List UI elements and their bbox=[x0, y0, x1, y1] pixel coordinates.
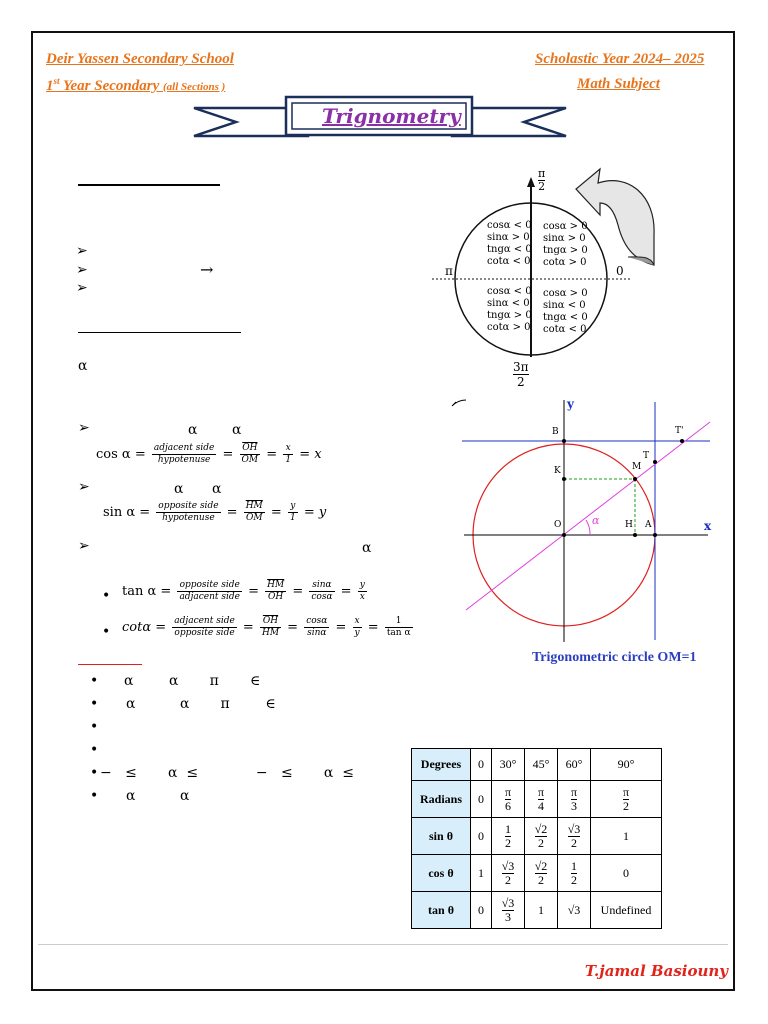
alpha-symbol: α bbox=[78, 358, 88, 374]
school-name: Deir Yassen Secondary School bbox=[46, 51, 234, 67]
point-t: T bbox=[643, 451, 650, 461]
arrow-bullet-icon: ➢ bbox=[78, 420, 90, 436]
dot-bullet-icon: • bbox=[90, 696, 99, 712]
trig-circle-caption: Trigonometric circle OM=1 bbox=[532, 650, 697, 665]
table-row-label: tan θ bbox=[412, 892, 471, 929]
dot-bullet-icon: • bbox=[90, 788, 99, 804]
table-row-label: cos θ bbox=[412, 855, 471, 892]
table-cell: √3 bbox=[558, 892, 591, 929]
label-pi: π bbox=[445, 264, 453, 278]
quadrant-4-signs: cosα > 0 sinα < 0 tngα < 0 cotα < 0 bbox=[543, 288, 588, 335]
arrow-bullet-icon: ➢ bbox=[78, 479, 90, 495]
dot-bullet-icon: • bbox=[102, 588, 111, 604]
table-cell: 1 bbox=[591, 818, 662, 855]
table-cell: $\frac{√2}{2}$ bbox=[525, 855, 558, 892]
footer-rule bbox=[38, 944, 728, 945]
unit-circle-diagram bbox=[440, 392, 730, 648]
table-cell: $\frac{\pi}{2}$ bbox=[591, 781, 662, 818]
label-zero: 0 bbox=[616, 264, 624, 278]
axis-x-label: x bbox=[704, 519, 712, 533]
dot-bullet-icon: • bbox=[90, 742, 99, 758]
table-cell: $\frac{\pi}{4}$ bbox=[525, 781, 558, 818]
axis-y-label: y bbox=[567, 397, 574, 411]
dot-bullet-icon: • bbox=[90, 673, 99, 689]
quadrant-2-signs: cosα < 0 sinα > 0 tngα < 0 cotα < 0 bbox=[487, 220, 532, 267]
label-pi-over-2: π 2 bbox=[538, 167, 546, 193]
point-m: M bbox=[632, 462, 642, 472]
table-header-cell: 45° bbox=[525, 749, 558, 781]
alpha-symbol: α bbox=[232, 422, 242, 438]
quadrant-sign-circle bbox=[428, 165, 668, 395]
table-cell: Undefined bbox=[591, 892, 662, 929]
table-row bbox=[412, 892, 662, 929]
table-row-label: Radians bbox=[412, 781, 471, 818]
table-cell: 0 bbox=[471, 892, 492, 929]
alpha-symbol: α bbox=[174, 481, 184, 497]
alpha-symbol: α bbox=[212, 481, 222, 497]
alpha-symbol: α bbox=[362, 540, 372, 556]
scholastic-year: Scholastic Year 2024– 2025 bbox=[535, 51, 705, 67]
cos-formula: cos α = $\frac{\text{adjacent side}}{\text{hypotenuse}}$ = $\frac{\overline{OH}}{OM}$ = $\frac{x}{1}$ = x bbox=[96, 443, 322, 465]
tan-formula: tan α = $\frac{\text{opposite side}}{\text{adjacent side}}$ = $\frac{\overline{HM}}{OH}$ = $\frac{\sin\alpha}{\cos\alpha}$ = $\frac{y}{x}$ bbox=[122, 580, 365, 602]
table-cell: $\frac{\pi}{3}$ bbox=[558, 781, 591, 818]
table-cell: $\frac{√3}{2}$ bbox=[492, 855, 525, 892]
author-signature: T.jamal Basiouny bbox=[584, 962, 728, 980]
table-header-cell: Degrees bbox=[412, 749, 471, 781]
cot-formula: cotα = $\frac{\text{adjacent side}}{\text{opposite side}}$ = $\frac{\overline{OH}}{HM}$ = $\frac{\cos\alpha}{\sin\alpha}$ = $\frac{x}{y}$ = $\frac{1}{\text{tan α}}$ bbox=[122, 616, 411, 638]
angle-alpha-label: α bbox=[592, 514, 600, 527]
heading-underline-2 bbox=[78, 332, 241, 333]
sin-formula: sin α = $\frac{\text{opposite side}}{\text{hypotenuse}}$ = $\frac{\overline{HM}}{OM}$ = $\frac{y}{1}$ = y bbox=[103, 501, 327, 523]
table-header-cell: 90° bbox=[591, 749, 662, 781]
table-header-cell: 0 bbox=[471, 749, 492, 781]
arrow-bullet-icon: ➢ bbox=[78, 538, 90, 554]
arrow-bullet-icon: ➢ bbox=[76, 280, 88, 296]
dot-bullet-icon: • bbox=[102, 624, 111, 640]
quadrant-3-signs: cosα < 0 sinα < 0 tngα > 0 cotα > 0 bbox=[487, 286, 532, 333]
dot-bullet-icon: • bbox=[90, 719, 99, 735]
point-b: B bbox=[552, 427, 559, 437]
banner-title: Trignometry bbox=[322, 104, 461, 128]
property-line-5: − ≤ α ≤ − ≤ α ≤ bbox=[100, 765, 354, 781]
table-cell: $\frac{√3}{2}$ bbox=[558, 818, 591, 855]
table-cell: $\frac{√3}{3}$ bbox=[492, 892, 525, 929]
table-cell: 0 bbox=[471, 781, 492, 818]
point-t-prime: T' bbox=[675, 426, 684, 436]
right-arrow-icon: → bbox=[200, 260, 214, 279]
table-cell: $\frac{1}{2}$ bbox=[558, 855, 591, 892]
property-line-1: α α π ∈ bbox=[124, 673, 261, 689]
quadrant-1-signs: cosα > 0 sinα > 0 tngα > 0 cotα > 0 bbox=[543, 221, 588, 268]
table-cell: $\frac{1}{2}$ bbox=[492, 818, 525, 855]
point-a: A bbox=[645, 520, 652, 530]
table-cell: 0 bbox=[471, 818, 492, 855]
subject-name: Math Subject bbox=[577, 76, 660, 92]
table-header-cell: 60° bbox=[558, 749, 591, 781]
property-line-2: α α π ∈ bbox=[126, 696, 276, 712]
table-cell: 0 bbox=[591, 855, 662, 892]
grade-line: 1st Year Secondary (all Sections ) bbox=[46, 76, 226, 94]
arrow-bullet-icon: ➢ bbox=[76, 262, 88, 278]
table-header-cell: 30° bbox=[492, 749, 525, 781]
label-3pi-over-2: 3π 2 bbox=[513, 360, 529, 389]
heading-underline-3 bbox=[78, 664, 142, 665]
property-line-6: α α bbox=[126, 788, 190, 804]
table-header-row bbox=[412, 749, 662, 781]
table-cell: 1 bbox=[525, 892, 558, 929]
table-cell: $\frac{\pi}{6}$ bbox=[492, 781, 525, 818]
heading-underline-1 bbox=[78, 184, 220, 186]
table-row-label: sin θ bbox=[412, 818, 471, 855]
alpha-symbol: α bbox=[188, 422, 198, 438]
trig-values-table bbox=[411, 748, 662, 929]
point-k: K bbox=[554, 466, 561, 476]
dot-bullet-icon: • bbox=[90, 765, 99, 781]
point-h: H bbox=[625, 520, 633, 530]
point-o: O bbox=[554, 520, 562, 530]
table-cell: $\frac{√2}{2}$ bbox=[525, 818, 558, 855]
table-cell: 1 bbox=[471, 855, 492, 892]
table-row bbox=[412, 855, 662, 892]
table-row bbox=[412, 818, 662, 855]
arrow-bullet-icon: ➢ bbox=[76, 243, 88, 259]
table-row bbox=[412, 781, 662, 818]
